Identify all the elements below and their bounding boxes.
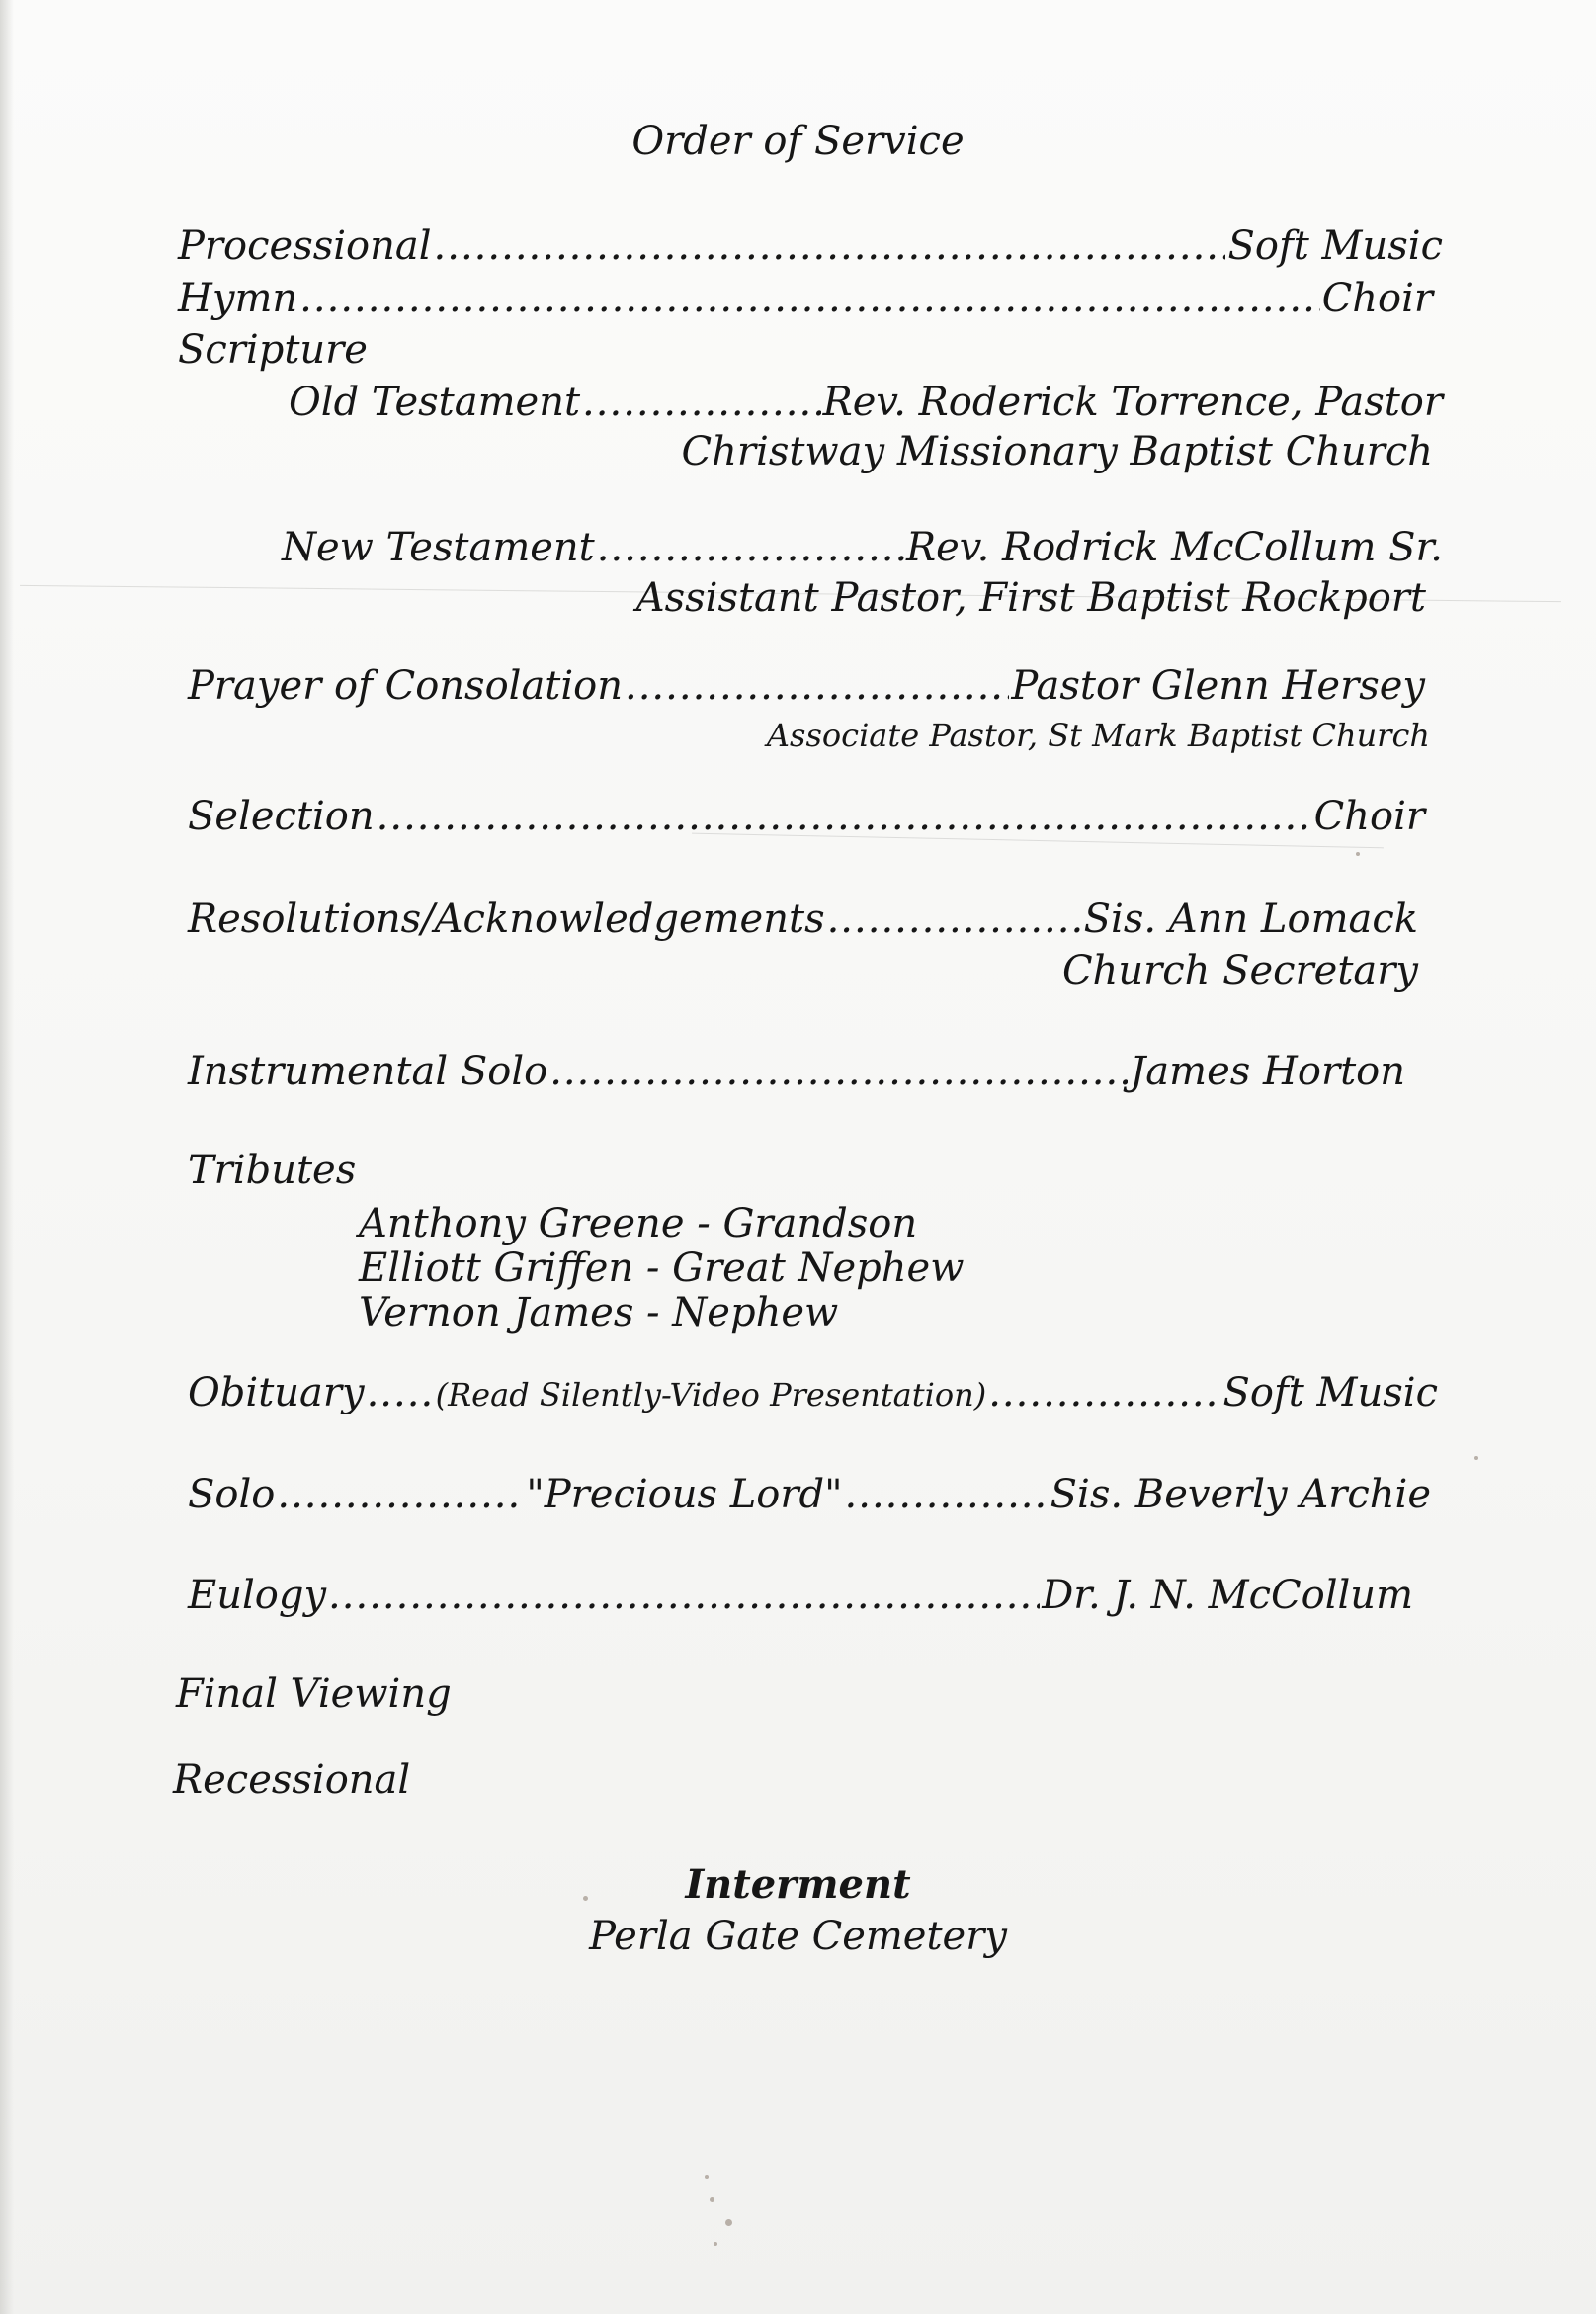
eulogy-label: Eulogy	[188, 1573, 327, 1618]
leader-dots	[434, 222, 1226, 270]
old-testament-sub: Christway Missionary Baptist Church	[681, 429, 1433, 474]
leader-dots	[597, 524, 904, 571]
leader-dots	[549, 1048, 1128, 1095]
tribute-person: Anthony Greene - Grandson	[359, 1201, 918, 1246]
new-testament-row	[282, 524, 1443, 571]
instrumental-value: James Horton	[1130, 1049, 1405, 1094]
leader-dots	[845, 1471, 1049, 1518]
solo-value: Sis. Beverly Archie	[1050, 1472, 1431, 1517]
resolutions-sub: Church Secretary	[1061, 948, 1418, 993]
prayer-sub: Associate Pastor, St Mark Baptist Church	[766, 717, 1430, 754]
paper-speck	[710, 2197, 714, 2202]
scripture-label: Scripture	[178, 327, 368, 373]
old-testament-row	[289, 379, 1443, 426]
paper-speck	[705, 2175, 709, 2179]
hymn-value: Choir	[1321, 276, 1433, 321]
recessional-label: Recessional	[173, 1757, 411, 1803]
hymn-label: Hymn	[178, 276, 298, 321]
interment-heading: Interment	[685, 1861, 911, 1908]
paper-speck	[583, 1896, 588, 1901]
leader-dots	[328, 1572, 1040, 1619]
obituary-note: (Read Silently-Video Presentation)	[435, 1376, 987, 1414]
old-testament-value: Rev. Roderick Torrence, Pastor	[822, 380, 1443, 425]
leader-dots	[827, 896, 1082, 943]
obituary-row	[188, 1369, 1438, 1418]
solo-row	[188, 1471, 1431, 1518]
obituary-label: Obituary	[188, 1370, 365, 1415]
resolutions-label: Resolutions/Acknowledgements	[188, 897, 825, 942]
page-title: Order of Service	[631, 119, 965, 164]
selection-label: Selection	[188, 794, 375, 839]
selection-value: Choir	[1313, 794, 1425, 839]
leader-dots	[277, 1471, 524, 1518]
page-edge-shadow	[0, 0, 14, 2314]
leader-dots	[625, 662, 1009, 710]
new-testament-label: New Testament	[282, 525, 595, 570]
tribute-person: Vernon James - Nephew	[359, 1290, 839, 1335]
solo-label: Solo	[188, 1472, 276, 1517]
prayer-value: Pastor Glenn Hersey	[1011, 663, 1425, 709]
paper-speck	[1356, 852, 1360, 856]
processional-label: Processional	[178, 223, 432, 269]
leader-dots	[377, 793, 1312, 840]
interment-location: Perla Gate Cemetery	[589, 1914, 1007, 1959]
resolutions-row	[188, 896, 1418, 943]
instrumental-row	[188, 1048, 1405, 1095]
processional-value: Soft Music	[1227, 223, 1443, 269]
eulogy-row	[188, 1572, 1413, 1619]
tributes-label: Tributes	[188, 1148, 357, 1193]
final-viewing-label: Final Viewing	[176, 1671, 452, 1717]
selection-row	[188, 793, 1425, 840]
tribute-person: Elliott Griffen - Great Nephew	[359, 1245, 965, 1291]
eulogy-value: Dr. J. N. McCollum	[1042, 1573, 1413, 1618]
resolutions-value: Sis. Ann Lomack	[1083, 897, 1418, 942]
leader-dots	[582, 379, 821, 426]
paper-speck	[725, 2219, 732, 2226]
leader-dots	[299, 275, 1319, 322]
processional-row	[178, 222, 1443, 270]
paper-speck	[714, 2242, 717, 2246]
hymn-row	[178, 275, 1433, 322]
instrumental-label: Instrumental Solo	[188, 1049, 548, 1094]
prayer-label: Prayer of Consolation	[188, 663, 623, 709]
obituary-value: Soft Music	[1222, 1370, 1438, 1415]
paper-speck	[1474, 1456, 1478, 1460]
new-testament-sub: Assistant Pastor, First Baptist Rockport	[635, 575, 1426, 621]
prayer-row	[188, 662, 1425, 710]
solo-song: "Precious Lord"	[526, 1472, 843, 1517]
new-testament-value: Rev. Rodrick McCollum Sr.	[905, 525, 1443, 570]
leader-dots	[367, 1369, 434, 1416]
old-testament-label: Old Testament	[289, 380, 581, 425]
leader-dots	[988, 1369, 1220, 1416]
